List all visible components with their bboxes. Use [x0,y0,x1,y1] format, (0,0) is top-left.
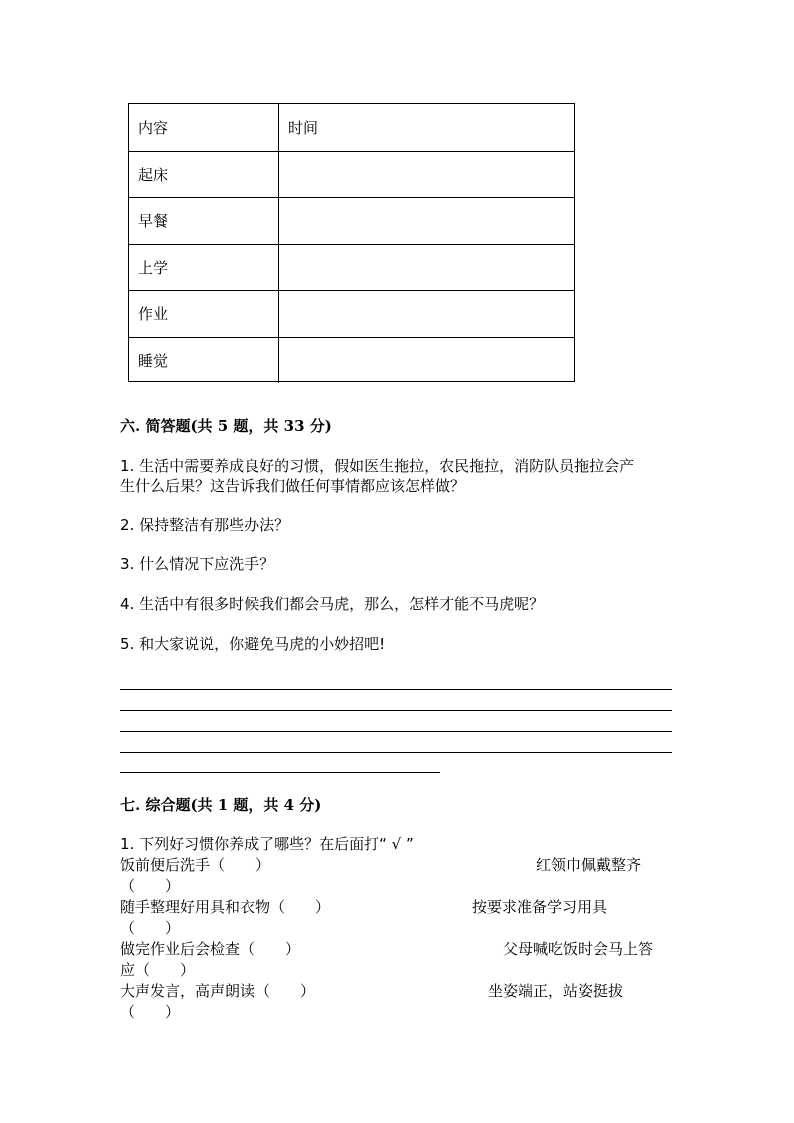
table-row [129,151,574,198]
schedule-table [128,103,575,382]
table-cell-item: 上学 [129,245,279,291]
habit-left: 大声发言，高声朗读（ ） [120,982,316,1000]
habit-left: 随手整理好用具和衣物（ ） [120,898,331,916]
table-cell-item: 早餐 [129,198,279,244]
section-6-title: 六. 简答题(共 5 题，共 33 分) [120,417,332,435]
table-header-row [129,104,574,151]
answer-line[interactable] [120,689,672,690]
table-header-cell: 内容 [129,104,279,151]
table-header-cell: 时间 [288,118,319,137]
habit-right: 按要求准备学习用具 [472,898,608,916]
habit-right: 红领巾佩戴整齐 [536,856,642,874]
question-4: 4. 生活中有很多时候我们都会马虎，那么，怎样才能不马虎呢？ [120,595,545,613]
table-cell-item: 起床 [129,152,279,198]
table-cell-time[interactable] [279,291,574,337]
table-row [129,197,574,244]
answer-line[interactable] [120,772,440,773]
question-5: 5. 和大家说说，你避免马虎的小妙招吧! [120,635,386,653]
habit-right-wrap: （ ） [120,877,181,895]
table-cell-time[interactable] [279,198,574,244]
habit-left: 饭前便后洗手（ ） [120,856,271,874]
habit-right-wrap: （ ） [120,1003,181,1021]
table-row [129,290,574,337]
question-1-line-2: 生什么后果？这告诉我们做任何事情都应该怎样做？ [120,477,466,495]
question-1-line-1: 1. 生活中需要养成良好的习惯，假如医生拖拉，农民拖拉，消防队员拖拉会产 [120,457,635,475]
answer-line[interactable] [120,731,672,732]
habit-left: 做完作业后会检查（ ） [120,940,301,958]
table-cell-item: 睡觉 [129,338,279,384]
habit-right-wrap: （ ） [120,919,181,937]
habit-right: 父母喊吃饭时会马上答 [503,940,654,958]
table-cell-time[interactable] [279,245,574,291]
answer-line[interactable] [120,710,672,711]
question-7-1: 1. 下列好习惯你养成了哪些？在后面打“ √ ” [120,835,414,853]
table-row [129,337,574,384]
answer-line[interactable] [120,752,672,753]
table-cell-time[interactable] [279,338,574,384]
table-row [129,244,574,291]
table-cell-item: 作业 [129,291,279,337]
habit-right: 坐姿端正，站姿挺拔 [488,982,624,1000]
habit-right-wrap: 应（ ） [120,961,196,979]
section-7-title: 七. 综合题(共 1 题，共 4 分) [120,796,322,814]
table-cell-time[interactable] [279,152,574,198]
question-3: 3. 什么情况下应洗手？ [120,555,275,573]
question-2: 2. 保持整洁有那些办法？ [120,516,290,534]
